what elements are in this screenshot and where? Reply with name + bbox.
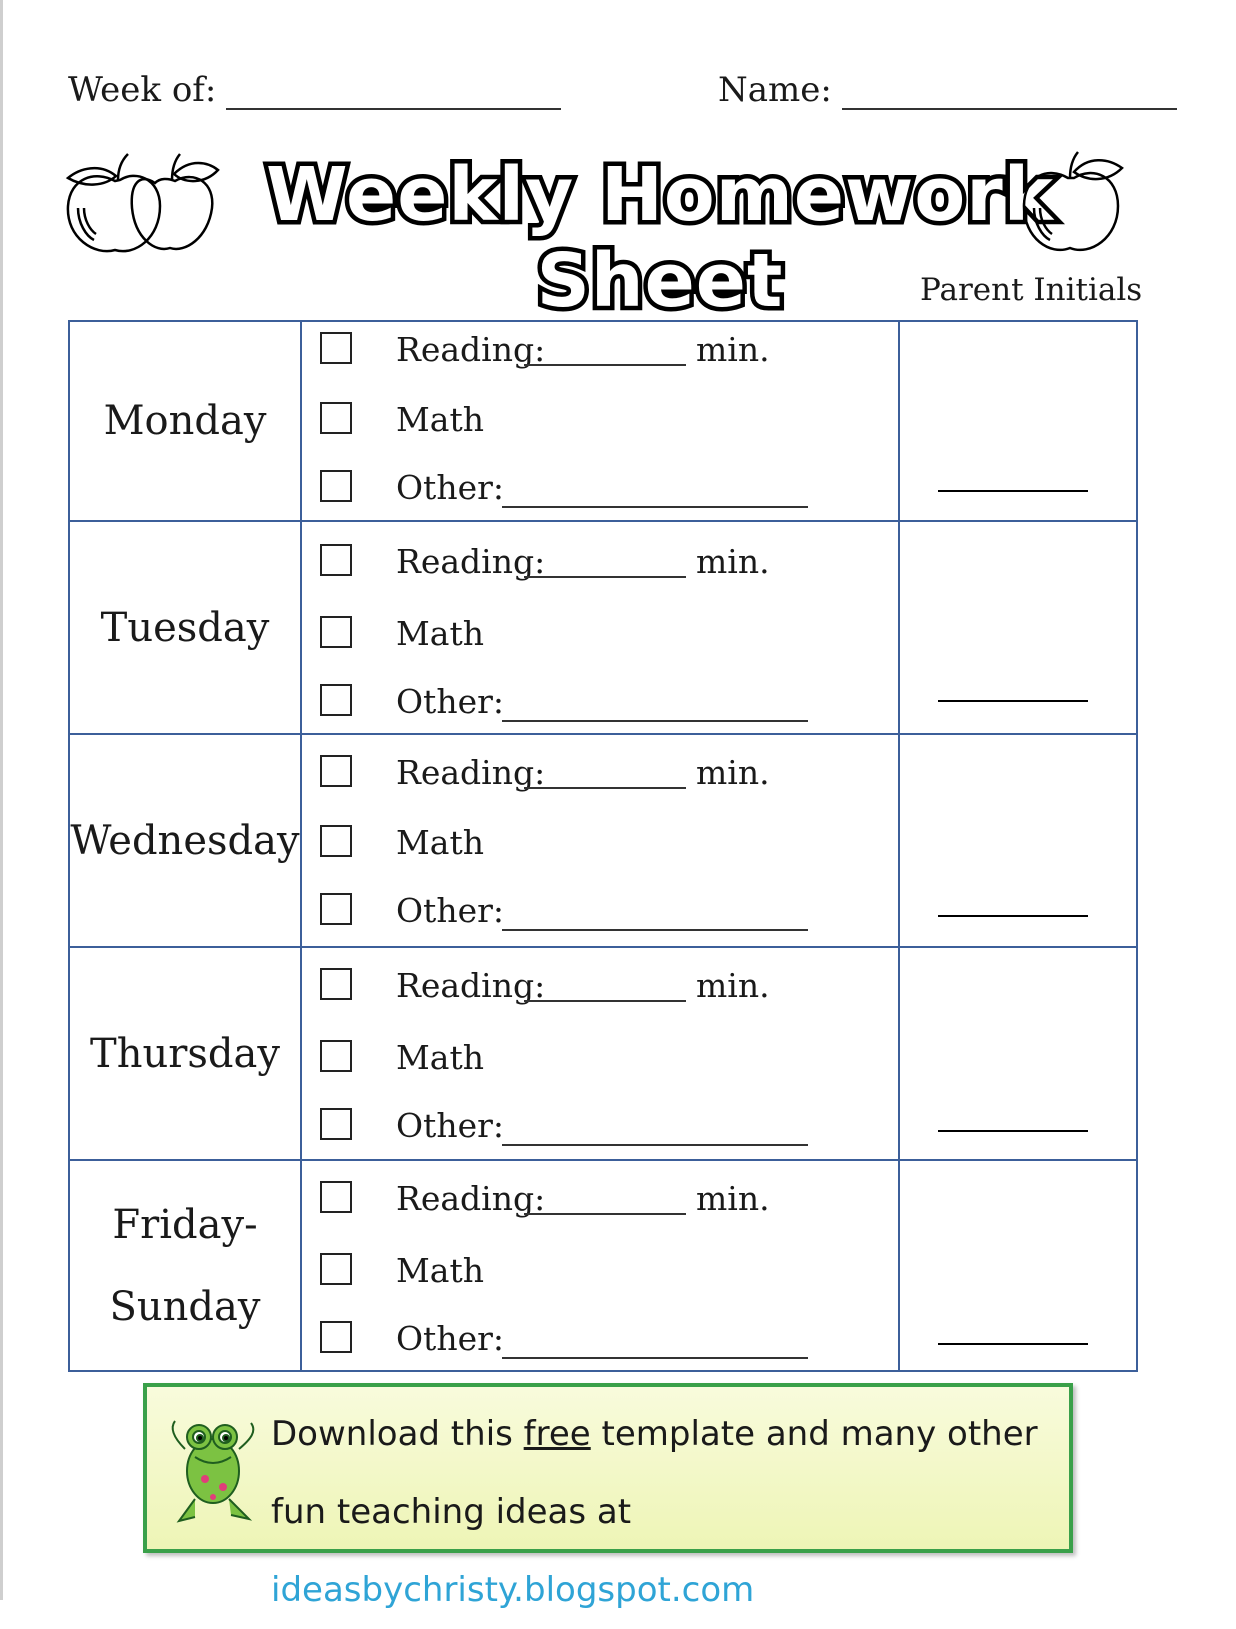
reading-checkbox[interactable] [320,1181,352,1213]
reading-task [302,753,900,797]
math-task [302,1251,900,1295]
reading-task [302,330,900,374]
initials-cell [900,735,1136,946]
promo-text-part2: template and many other fun teaching ideas at [271,1414,1038,1532]
initials-cell [900,948,1136,1159]
table-row-thursday [70,948,1136,1161]
other-label: Other: [396,1106,504,1145]
math-task [302,823,900,867]
reading-unit: min. [696,1179,770,1218]
reading-task [302,1179,900,1223]
other-task [302,891,900,935]
page-title: Weekly Homework Sheet [266,152,1054,324]
initials-blank[interactable] [938,1343,1088,1345]
math-checkbox[interactable] [320,402,352,434]
initials-blank[interactable] [938,1130,1088,1132]
reading-checkbox[interactable] [320,544,352,576]
tasks-cell [302,1161,900,1370]
day-label-line2: Sunday [109,1283,261,1330]
table-row-monday [70,322,1136,522]
day-cell [70,1161,302,1370]
initials-cell [900,322,1136,520]
day-cell [70,322,302,520]
initials-cell [900,1161,1136,1370]
math-checkbox[interactable] [320,1040,352,1072]
apple-icon [1018,148,1128,258]
other-checkbox[interactable] [320,1108,352,1140]
math-checkbox[interactable] [320,1253,352,1285]
math-label: Math [396,1251,484,1290]
day-label-line1: Friday- [112,1201,258,1248]
parent-initials-label: Parent Initials [920,272,1143,308]
two-apples-icon [60,148,220,258]
other-task [302,1106,900,1150]
day-label: Monday [103,398,267,444]
math-checkbox[interactable] [320,825,352,857]
reading-unit: min. [696,542,770,581]
day-cell [70,948,302,1159]
reading-label: Reading: [396,753,546,792]
week-of-label: Week of: [68,70,217,110]
homework-table [68,320,1138,1372]
math-task [302,1038,900,1082]
other-label: Other: [396,891,504,930]
reading-unit: min. [696,753,770,792]
other-checkbox[interactable] [320,684,352,716]
other-checkbox[interactable] [320,1321,352,1353]
reading-minutes-blank[interactable] [524,576,686,578]
math-label: Math [396,614,484,653]
other-task [302,1319,900,1363]
math-label: Math [396,400,484,439]
tasks-cell [302,522,900,733]
reading-checkbox[interactable] [320,755,352,787]
day-label: Wednesday [70,817,300,864]
reading-minutes-blank[interactable] [524,1000,686,1002]
reading-checkbox[interactable] [320,332,352,364]
day-label: Thursday [90,1030,280,1077]
reading-label: Reading: [396,330,546,369]
day-label: Tuesday [100,604,270,651]
other-blank[interactable] [502,929,808,931]
other-blank[interactable] [502,1357,808,1359]
promo-text-part1: Download this [271,1414,524,1454]
other-task [302,682,900,726]
other-blank[interactable] [502,506,808,508]
name-label: Name: [718,70,832,110]
reading-minutes-blank[interactable] [524,1213,686,1215]
other-checkbox[interactable] [320,470,352,502]
reading-minutes-blank[interactable] [524,364,686,366]
math-task [302,614,900,658]
tasks-cell [302,735,900,946]
math-checkbox[interactable] [320,616,352,648]
math-label: Math [396,1038,484,1077]
promo-text [271,1395,1061,1629]
reading-label: Reading: [396,966,546,1005]
initials-blank[interactable] [938,915,1088,917]
reading-label: Reading: [396,1179,546,1218]
reading-unit: min. [696,330,770,369]
other-label: Other: [396,1319,504,1358]
day-cell [70,735,302,946]
math-label: Math [396,823,484,862]
reading-label: Reading: [396,542,546,581]
table-row-tuesday [70,522,1136,735]
other-task [302,468,900,512]
promo-banner [143,1383,1073,1610]
math-task [302,400,900,444]
tasks-cell [302,322,900,520]
other-label: Other: [396,468,504,507]
initials-blank[interactable] [938,700,1088,702]
name-field[interactable] [718,70,1177,110]
page-edge [0,0,3,1600]
table-row-friday-sunday [70,1161,1136,1370]
frog-icon [165,1409,261,1529]
table-row-wednesday [70,735,1136,948]
day-cell [70,522,302,733]
blog-link[interactable]: ideasbychristy.blogspot.com [271,1570,755,1610]
week-of-field[interactable] [68,70,561,110]
other-label: Other: [396,682,504,721]
tasks-cell [302,948,900,1159]
name-blank[interactable] [842,72,1177,110]
reading-task [302,542,900,586]
reading-checkbox[interactable] [320,968,352,1000]
week-of-blank[interactable] [226,72,561,110]
reading-task [302,966,900,1010]
initials-cell [900,522,1136,733]
other-checkbox[interactable] [320,893,352,925]
other-blank[interactable] [502,720,808,722]
other-blank[interactable] [502,1144,808,1146]
reading-unit: min. [696,966,770,1005]
reading-minutes-blank[interactable] [524,787,686,789]
free-word: free [523,1414,591,1454]
initials-blank[interactable] [938,490,1088,492]
